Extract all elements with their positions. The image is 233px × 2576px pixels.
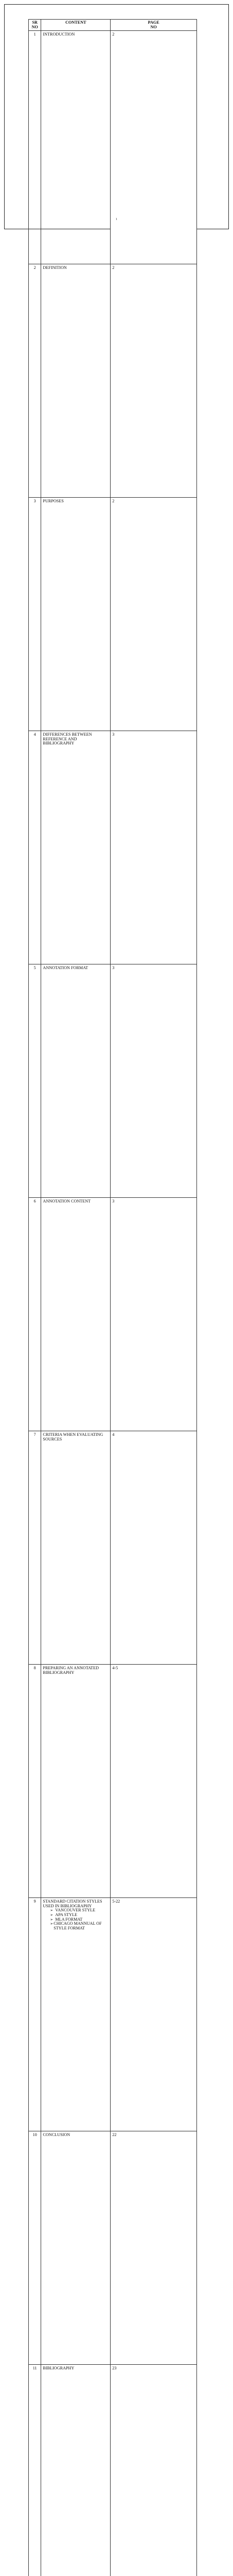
table-row xyxy=(29,31,197,264)
header-page-label: PAGE xyxy=(148,20,159,25)
sr-cell: 8 xyxy=(29,1665,41,1898)
content-text: STANDARD CITATION STYLES USED IN BIBLIOGRAPHY xyxy=(43,1899,102,1908)
table-row xyxy=(29,1198,197,1431)
table-row xyxy=(29,1665,197,1898)
arrow-bullet-icon: ➢ xyxy=(50,1908,53,1913)
page-cell: 22 xyxy=(111,2131,197,2365)
sr-cell: 6 xyxy=(29,1198,41,1431)
header-page-no xyxy=(111,20,197,31)
content-cell: CRITERIA WHEN EVALUATING SOURCES xyxy=(41,1431,111,1665)
table-row xyxy=(29,1898,197,2131)
header-page-no-label: NO xyxy=(150,24,157,29)
content-cell: DIFFERENCES BETWEEN REFERENCE AND BIBLIOGRAPHY xyxy=(41,731,111,964)
sr-cell: 2 xyxy=(29,264,41,498)
content-cell: ANNOTATION CONTENT xyxy=(41,1198,111,1431)
page-number: 1 xyxy=(116,218,117,221)
page-cell: 3 xyxy=(111,731,197,964)
table-of-contents xyxy=(28,19,197,2576)
arrow-bullet-icon: ➢ xyxy=(50,1917,53,1922)
table-row xyxy=(29,498,197,731)
list-item-label: VANCOUVER STYLE xyxy=(55,1908,96,1913)
table-header-row xyxy=(29,20,197,31)
page-cell: 23 xyxy=(111,2365,197,2576)
sr-cell: 7 xyxy=(29,1431,41,1665)
list-item-label: CHICAGO MANNUAL OF STYLE FORMAT xyxy=(53,1921,102,1930)
page-cell: 5-22 xyxy=(111,1898,197,2131)
arrow-bullet-icon: ➢ xyxy=(50,1922,53,1926)
table-row xyxy=(29,964,197,1198)
table-row xyxy=(29,2131,197,2365)
sr-cell: 11 xyxy=(29,2365,41,2576)
content-cell: PURPOSES xyxy=(41,498,111,731)
table-row xyxy=(29,1431,197,1665)
content-cell: CONCLUSION xyxy=(41,2131,111,2365)
list-item-label: MLA FORMAT xyxy=(55,1917,83,1922)
page-cell: 4-5 xyxy=(111,1665,197,1898)
page-cell: 2 xyxy=(111,264,197,498)
citation-style-list xyxy=(43,1908,109,1930)
arrow-bullet-icon: ➢ xyxy=(50,1913,53,1918)
content-cell: BIBLIOGRAPHY xyxy=(41,2365,111,2576)
table-row xyxy=(29,264,197,498)
sr-cell: 3 xyxy=(29,498,41,731)
sr-cell: 4 xyxy=(29,731,41,964)
table-row xyxy=(29,2365,197,2576)
page-cell: 3 xyxy=(111,1198,197,1431)
content-cell xyxy=(41,1898,111,2131)
list-item-label: APA STYLE xyxy=(55,1912,78,1918)
list-item xyxy=(50,1922,109,1930)
content-cell: INTRODUCTION xyxy=(41,31,111,264)
sr-cell: 1 xyxy=(29,31,41,264)
header-no-label: NO xyxy=(31,24,38,29)
sr-cell: 5 xyxy=(29,964,41,1198)
content-cell: PREPARING AN ANNOTATED BIBLIOGRAPHY xyxy=(41,1665,111,1898)
header-sr-no xyxy=(29,20,41,31)
header-content: CONTENT xyxy=(41,20,111,31)
content-cell: DEFINITION xyxy=(41,264,111,498)
page-cell: 4 xyxy=(111,1431,197,1665)
page-cell: 3 xyxy=(111,964,197,1198)
header-sr-label: SR xyxy=(32,20,38,25)
page-cell: 2 xyxy=(111,31,197,264)
table-row xyxy=(29,731,197,964)
sr-cell: 10 xyxy=(29,2131,41,2365)
page-cell: 2 xyxy=(111,498,197,731)
content-cell: ANNOTATION FORMAT xyxy=(41,964,111,1198)
sr-cell: 9 xyxy=(29,1898,41,2131)
